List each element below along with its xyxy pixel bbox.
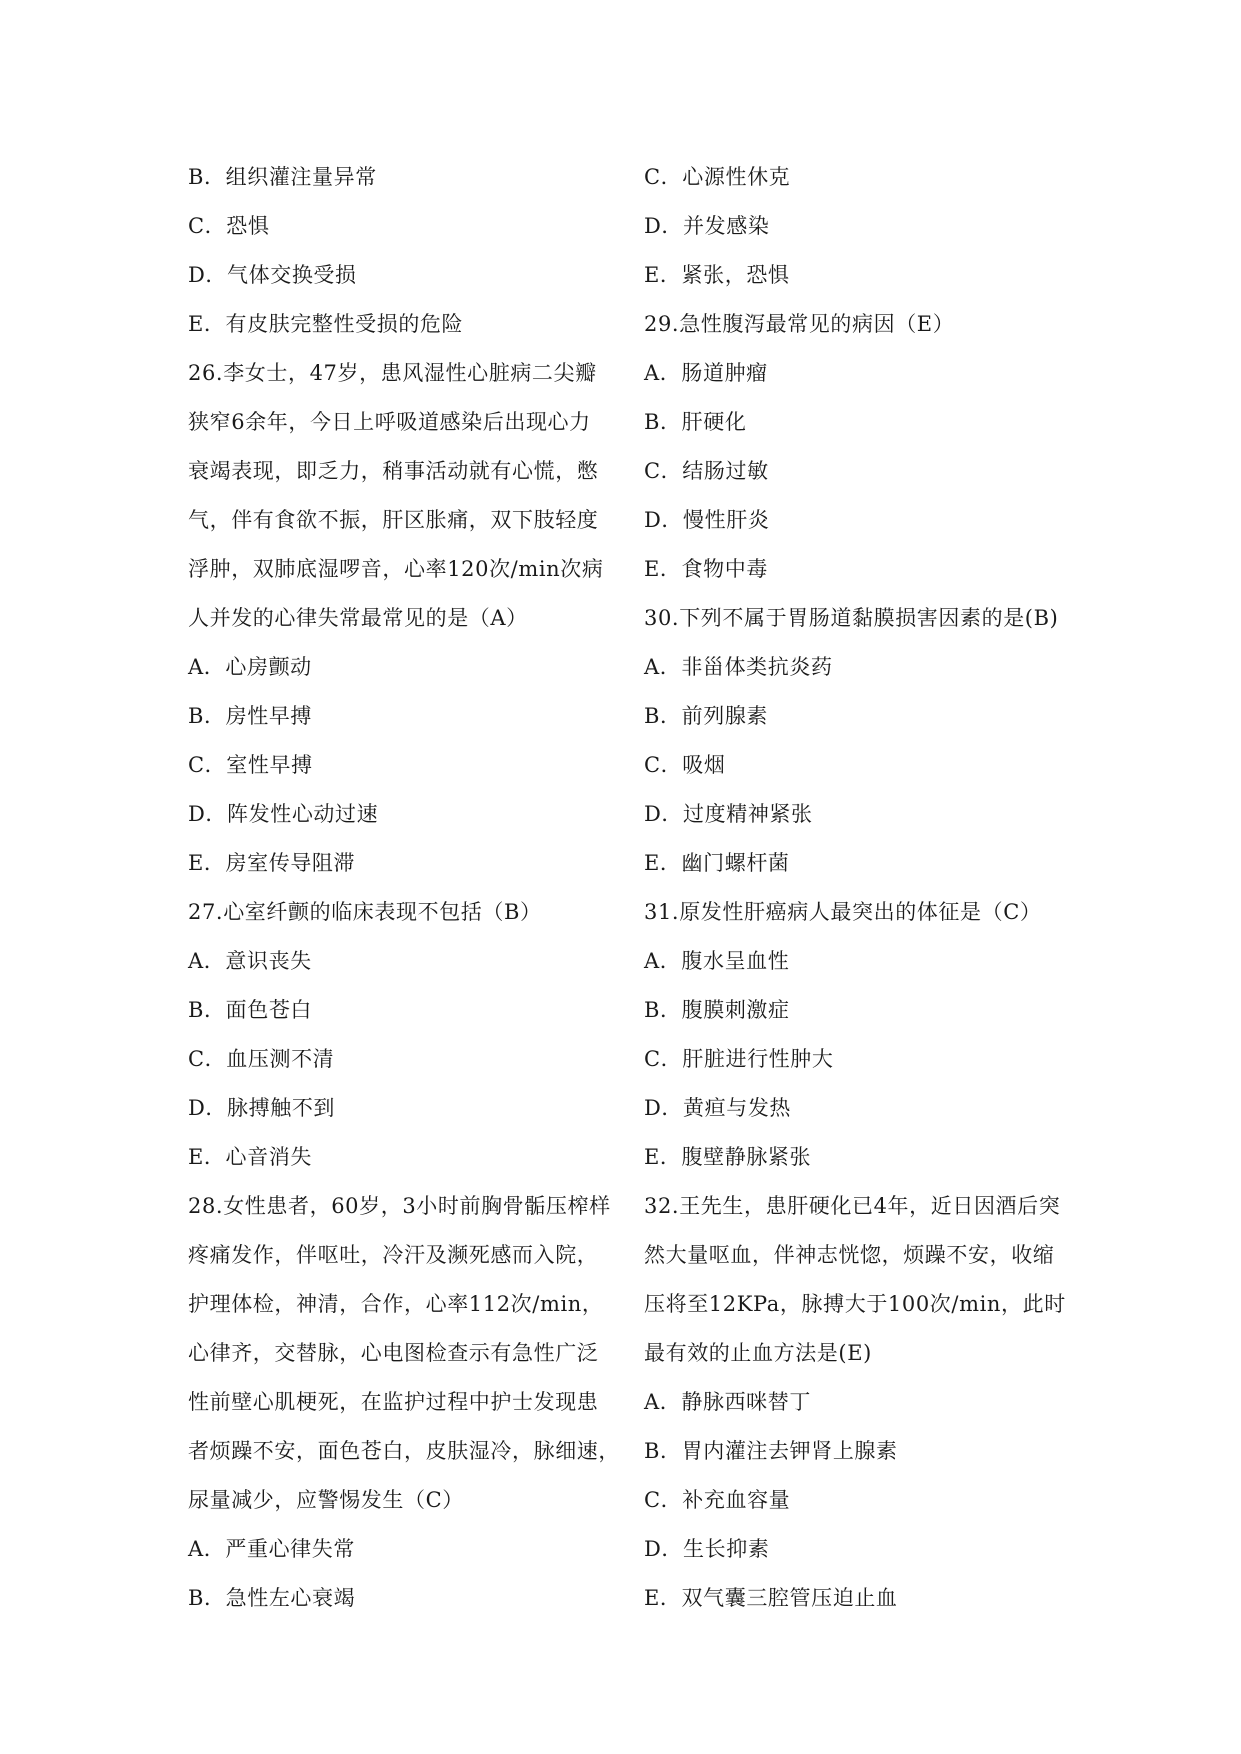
text-line: A．肠道肿瘤 [644,361,768,385]
text-line: C．吸烟 [644,753,726,777]
text-line: D．阵发性心动过速 [188,802,379,826]
text-line: D．脉搏触不到 [188,1096,336,1120]
text-line: E．紧张，恐惧 [644,263,790,287]
text-line: D．慢性肝炎 [644,508,770,532]
text-line: 29.急性腹泻最常见的病因（E） [644,312,955,336]
text-line: 浮肿，双肺底湿啰音，心率120次/min次病 [188,557,604,581]
text-line: E．腹壁静脉紧张 [644,1145,812,1169]
text-line: D．黄疸与发热 [644,1096,792,1120]
text-line: B．急性左心衰竭 [188,1586,356,1610]
text-line: C．肝脏进行性肿大 [644,1047,834,1071]
text-line: C．室性早搏 [188,753,313,777]
left-column [188,153,618,1623]
text-line: E．房室传导阻滞 [188,851,356,875]
text-line: 性前壁心肌梗死，在监护过程中护士发现患 [188,1390,599,1414]
text-line: 尿量减少，应警惕发生（C） [188,1488,464,1512]
text-line: D．并发感染 [644,214,770,238]
text-line: 护理体检，神清，合作，心率112次/min， [188,1292,604,1316]
text-line: 疼痛发作，伴呕吐，冷汗及濒死感而入院， [188,1243,599,1267]
text-line: B．腹膜刺激症 [644,998,790,1022]
text-line: D．气体交换受损 [188,263,357,287]
text-line: C．恐惧 [188,214,270,238]
text-line: E．心音消失 [188,1145,312,1169]
text-line: 狭窄6余年，今日上呼吸道感染后出现心力 [188,410,591,434]
text-line: B．胃内灌注去钾肾上腺素 [644,1439,898,1463]
text-line: 衰竭表现，即乏力，稍事活动就有心慌，憋 [188,459,599,483]
text-line: 然大量呕血，伴神志恍惚，烦躁不安，收缩 [644,1243,1055,1267]
text-line: B．前列腺素 [644,704,769,728]
text-line: C．补充血容量 [644,1488,791,1512]
text-line: D．过度精神紧张 [644,802,813,826]
text-line: A．心房颤动 [188,655,312,679]
text-line: E．食物中毒 [644,557,768,581]
text-line: A．严重心律失常 [188,1537,355,1561]
text-line: E．幽门螺杆菌 [644,851,790,875]
text-line: 气，伴有食欲不振，肝区胀痛，双下肢轻度 [188,508,599,532]
text-line: A．非甾体类抗炎药 [644,655,833,679]
text-line: 30.下列不属于胃肠道黏膜损害因素的是(B) [644,606,1059,630]
text-line: B．房性早搏 [188,704,313,728]
text-line: 27.心室纤颤的临床表现不包括（B） [188,900,542,924]
text-line: E．双气囊三腔管压迫止血 [644,1586,898,1610]
text-line: 31.原发性肝癌病人最突出的体征是（C） [644,900,1042,924]
text-line: B．肝硬化 [644,410,747,434]
text-line: 压将至12KPa，脉搏大于100次/min，此时 [644,1292,1066,1316]
text-line: 28.女性患者，60岁，3小时前胸骨骺压榨样 [188,1194,611,1218]
text-line: 人并发的心律失常最常见的是（A） [188,606,528,630]
text-line: C．血压测不清 [188,1047,335,1071]
text-line: B．面色苍白 [188,998,313,1022]
text-line: A．静脉西咪替丁 [644,1390,811,1414]
text-line: 最有效的止血方法是(E) [644,1341,872,1365]
text-line: B．组织灌注量异常 [188,165,377,189]
text-line: 32.王先生，患肝硬化已4年，近日因酒后突 [644,1194,1061,1218]
text-line: 者烦躁不安，面色苍白，皮肤湿冷，脉细速， [188,1439,620,1463]
text-line: 26.李女士，47岁，患风湿性心脏病二尖瓣 [188,361,597,385]
text-line: C．心源性休克 [644,165,791,189]
right-column [644,153,1074,1623]
text-line: E．有皮肤完整性受损的危险 [188,312,464,336]
text-line: C．结肠过敏 [644,459,769,483]
text-line: A．腹水呈血性 [644,949,790,973]
text-line: A．意识丧失 [188,949,312,973]
text-line: 心律齐，交替脉，心电图检查示有急性广泛 [188,1341,599,1365]
text-line: D．生长抑素 [644,1537,770,1561]
